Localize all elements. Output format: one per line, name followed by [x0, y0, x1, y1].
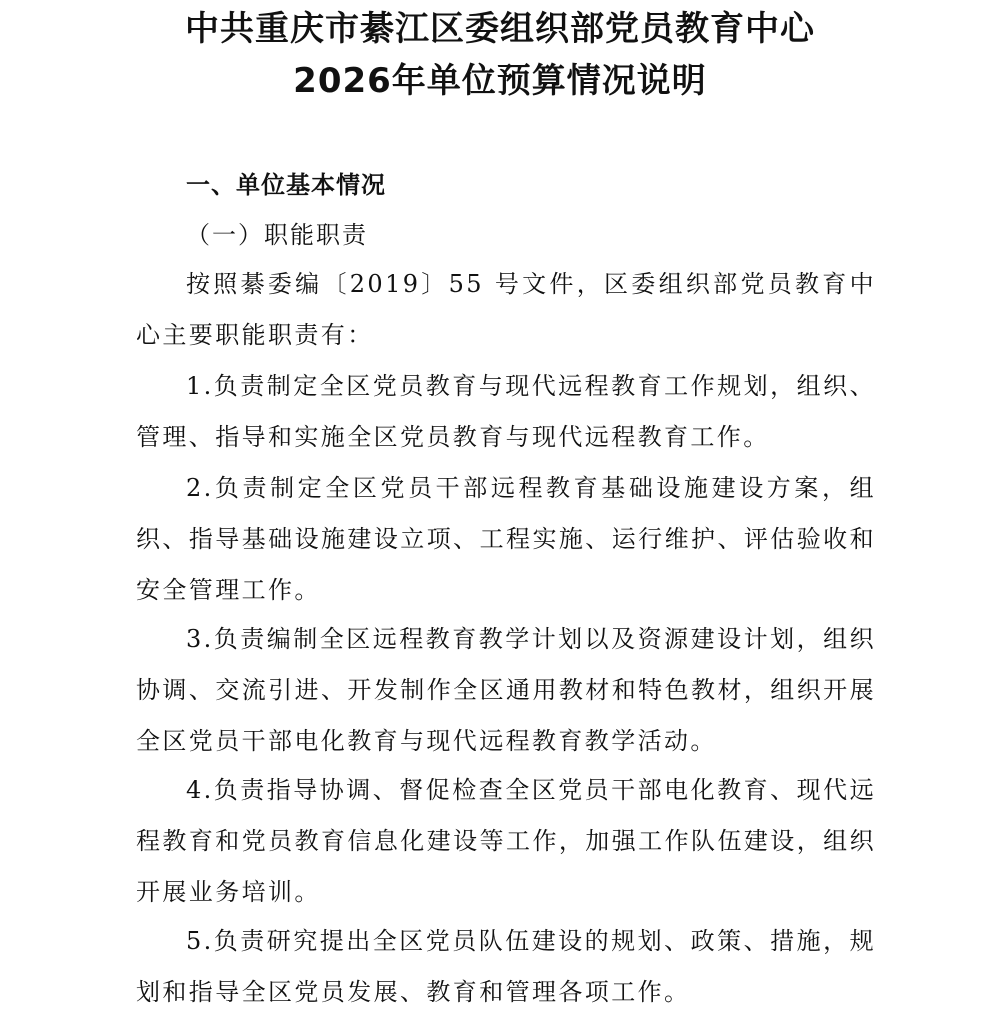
intro-paragraph: 按照綦委编〔2019〕55 号文件，区委组织部党员教育中心主要职能职责有： — [136, 270, 876, 349]
document-title-line2: 2026年单位预算情况说明 — [293, 61, 707, 101]
document-title-line1: 中共重庆市綦江区委组织部党员教育中心 — [185, 9, 815, 49]
section-heading: 一、单位基本情况 — [186, 171, 386, 199]
duty-paragraph-1: 1.负责制定全区党员教育与现代远程教育工作规划，组织、管理、指导和实施全区党员教育与现代远程教育工作。 — [136, 372, 876, 451]
duty-paragraph-4: 4.负责指导协调、督促检查全区党员干部电化教育、现代远程教育和党员教育信息化建设等工作，加强工作队伍建设，组织开展业务培训。 — [136, 776, 876, 906]
section-subheading: （一）职能职责 — [186, 221, 368, 249]
duty-paragraph-2: 2.负责制定全区党员干部远程教育基础设施建设方案，组织、指导基础设施建设立项、工程实施、运行维护、评估验收和安全管理工作。 — [136, 474, 876, 604]
duty-paragraph-3: 3.负责编制全区远程教育教学计划以及资源建设计划，组织协调、交流引进、开发制作全区通用教材和特色教材，组织开展全区党员干部电化教育与现代远程教育教学活动。 — [136, 625, 876, 755]
duty-paragraph-5: 5.负责研究提出全区党员队伍建设的规划、政策、措施，规划和指导全区党员发展、教育和管理各项工作。 — [136, 927, 876, 1006]
